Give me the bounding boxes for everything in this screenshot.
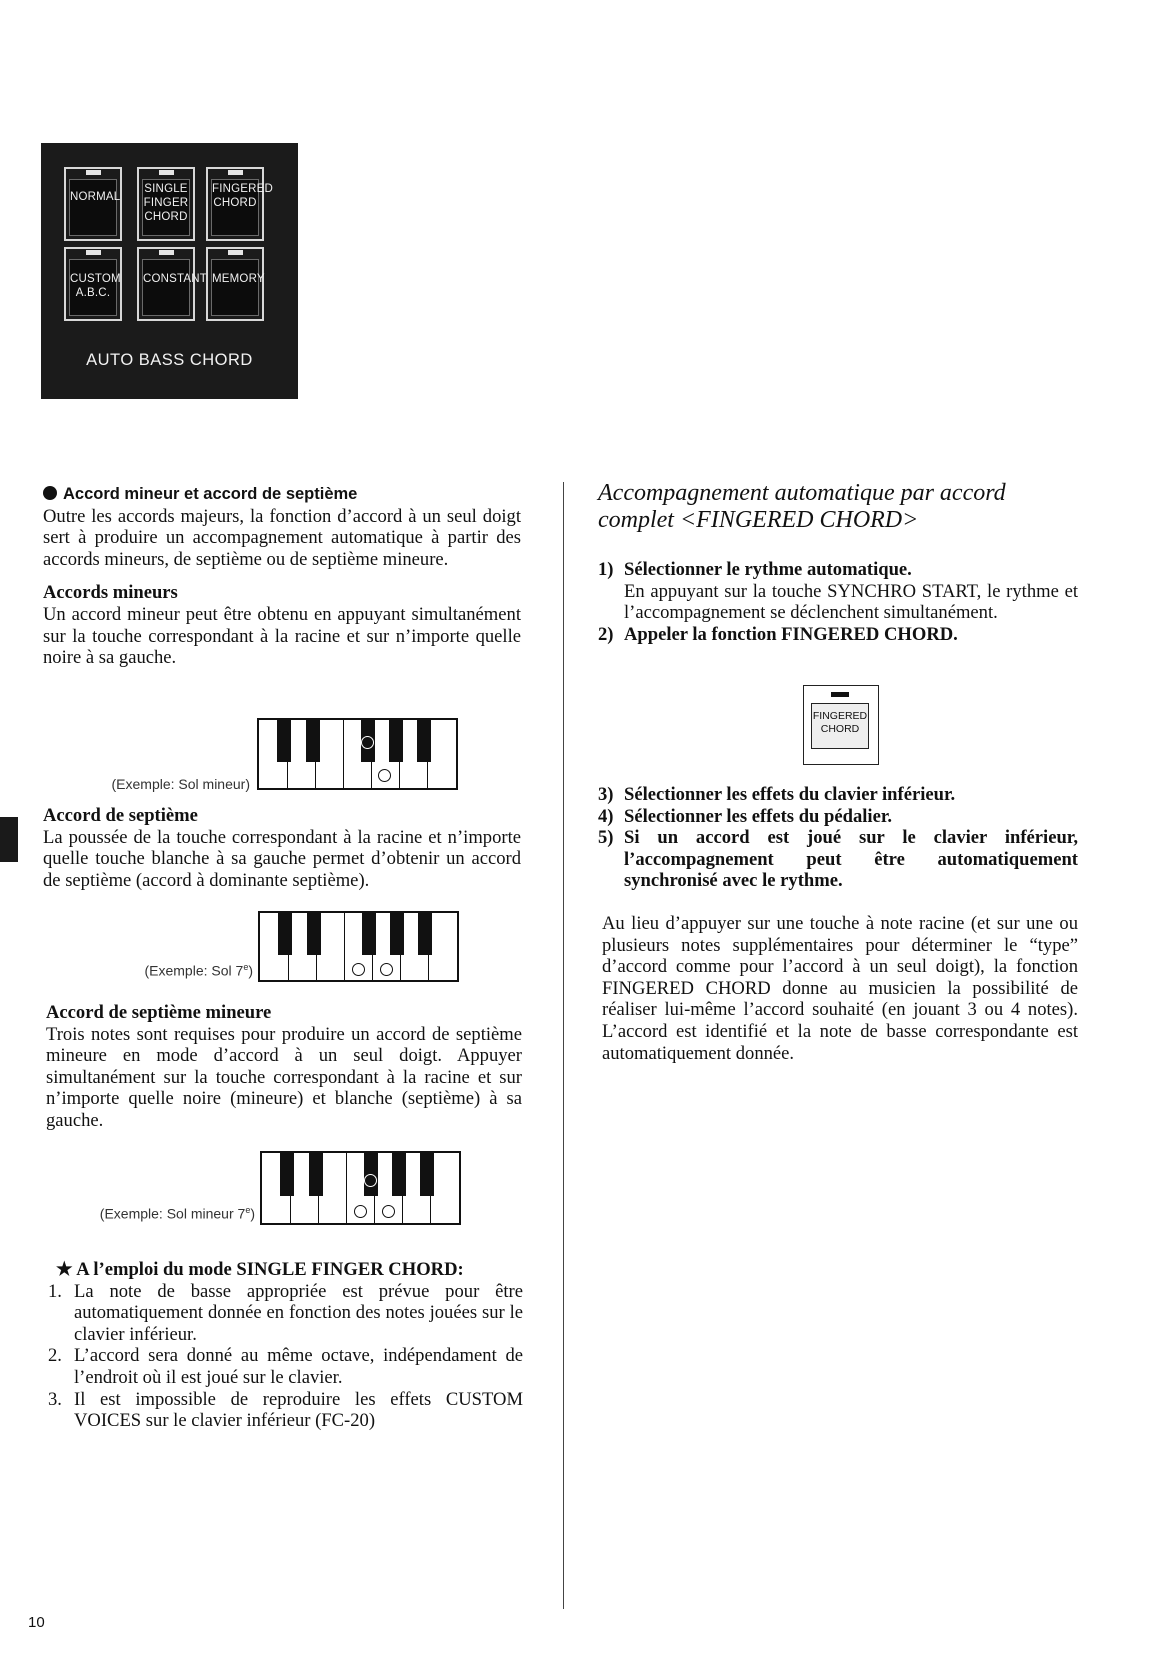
fingered-chord-label: FINGERED CHORD	[811, 703, 869, 749]
list-item: 4) Sélectionner les effets du pédalier.	[598, 805, 893, 827]
normal-button	[64, 167, 122, 241]
led-indicator	[86, 170, 101, 175]
seventh-section	[43, 805, 521, 891]
led-indicator	[159, 250, 174, 255]
minor-seventh-title: Accord de septième mineure	[46, 1002, 272, 1023]
led-indicator	[228, 170, 243, 175]
page-number: 10	[28, 1614, 45, 1631]
pressed-note-marker	[380, 963, 393, 976]
minor-seventh-section	[46, 1002, 522, 1132]
list-item: 1. La note de basse appropriée est prévue pour être automatiquement donnée en fonction des notes jouées sur le clavier inférieur.	[48, 1280, 523, 1345]
panel-title: AUTO BASS CHORD	[86, 351, 253, 369]
custom-abc-button	[64, 247, 122, 321]
list-item: 1) Sélectionner le rythme automatique. En appuyant sur la touche SYNCHRO START, le rythme et l’accompagnement se déclenchent simultanément.	[598, 559, 1078, 624]
single-finger-chord-button	[137, 167, 195, 241]
seventh-title: Accord de septième	[43, 805, 198, 826]
led-indicator	[228, 250, 243, 255]
pressed-note-marker	[354, 1205, 367, 1218]
led-indicator	[159, 170, 174, 175]
intro-paragraph: Outre les accords majeurs, la fonction d’accord à un seul doigt sert à produire un accompagnement automatique à partir des accords mineurs, de septième ou de septième mineure.	[43, 505, 521, 570]
fingered-chord-button	[206, 167, 274, 241]
seventh-example-caption: (Exemple: Sol 7e)	[144, 962, 253, 979]
list-item: 2. L’accord sera donné au même octave, indépendament de l’endroit où il est joué sur le clavier.	[48, 1345, 523, 1388]
keyboard-diagram-minor	[257, 718, 458, 790]
custom-abc-button-label: CUSTOM A.B.C.	[69, 259, 117, 316]
pressed-note-marker	[364, 1174, 377, 1187]
right-paragraph: Au lieu d’appuyer sur une touche à note racine (et sur une ou plusieurs notes supplémentaires pour déterminer le “type” d’accord comme pour l’accord à un seul doigt), la fonction FINGERED CHORD donne au musicien la possibilité de réaliser lui-même l’accord souhaité (en jouant 3 ou 4 notes). L’accord est identifié et la note de basse correspondante est automatiquement donnée.	[602, 913, 1078, 1064]
right-steps-bottom	[598, 784, 1078, 892]
minor-example-caption: (Exemple: Sol mineur)	[111, 776, 250, 792]
constant-button-label: CONSTANT	[142, 259, 190, 316]
keyboard-diagram-seventh	[258, 911, 459, 982]
memory-button	[206, 247, 264, 321]
page-edge-marker	[0, 817, 18, 862]
right-heading: Accompagnement automatique par accord complet <FINGERED CHORD>	[598, 480, 1006, 533]
seventh-paragraph: La poussée de la touche correspondant à la racine et n’importe quelle touche blanche à sa gauche permet d’obtenir un accord de septième (accord à dominante septième).	[43, 826, 521, 891]
fingered-chord-button-label: FINGERED CHORD	[211, 179, 259, 236]
column-divider	[563, 482, 564, 1609]
pressed-note-marker	[352, 963, 365, 976]
minor-seventh-paragraph: Trois notes sont requises pour produire un accord de septième mineure en mode d’accord à un seul doigt. Appuyer simultanément sur la touche correspondant à la racine et sur n’importe quelle noire (mineure) et blanche (septième) à sa gauche.	[46, 1023, 522, 1131]
pressed-note-marker	[382, 1205, 395, 1218]
left-column	[43, 483, 521, 669]
single-finger-notes	[48, 1259, 523, 1432]
list-item: 2) Appeler la fonction FINGERED CHORD.	[598, 623, 958, 645]
auto-bass-chord-panel	[41, 143, 298, 399]
led-indicator	[831, 692, 849, 697]
single-finger-chord-button-label: SINGLE FINGER CHORD	[142, 179, 190, 236]
led-indicator	[86, 250, 101, 255]
constant-button	[137, 247, 207, 321]
keyboard-diagram-minor-seventh	[260, 1151, 461, 1225]
memory-button-label: MEMORY	[211, 259, 259, 316]
fingered-chord-button-diagram	[803, 685, 879, 765]
minor-paragraph: Un accord mineur peut être obtenu en appuyant simultanément sur la touche correspondant à la racine et sur n’importe quelle noire à sa gauche.	[43, 603, 521, 669]
right-steps-top	[598, 559, 1078, 645]
list-item: 3. Il est impossible de reproduire les effets CUSTOM VOICES sur le clavier inférieur (FC-20)	[48, 1388, 523, 1432]
section-title: Accord mineur et accord de septième	[43, 483, 521, 506]
bullet-icon	[43, 486, 57, 500]
pressed-note-marker	[361, 736, 374, 749]
normal-button-label: NORMAL	[69, 179, 117, 236]
list-item: 3) Sélectionner les effets du clavier inférieur.	[598, 784, 956, 805]
pressed-note-marker	[378, 769, 391, 782]
minor-title: Accords mineurs	[43, 582, 178, 604]
notes-title: ★ A l’emploi du mode SINGLE FINGER CHORD:	[56, 1259, 464, 1280]
minor-seventh-example-caption: (Exemple: Sol mineur 7e)	[99, 1205, 255, 1222]
list-item: 5) Si un accord est joué sur le clavier inférieur, l’accompagnement peut être automatiquement synchronisé avec le rythme.	[598, 827, 1078, 892]
